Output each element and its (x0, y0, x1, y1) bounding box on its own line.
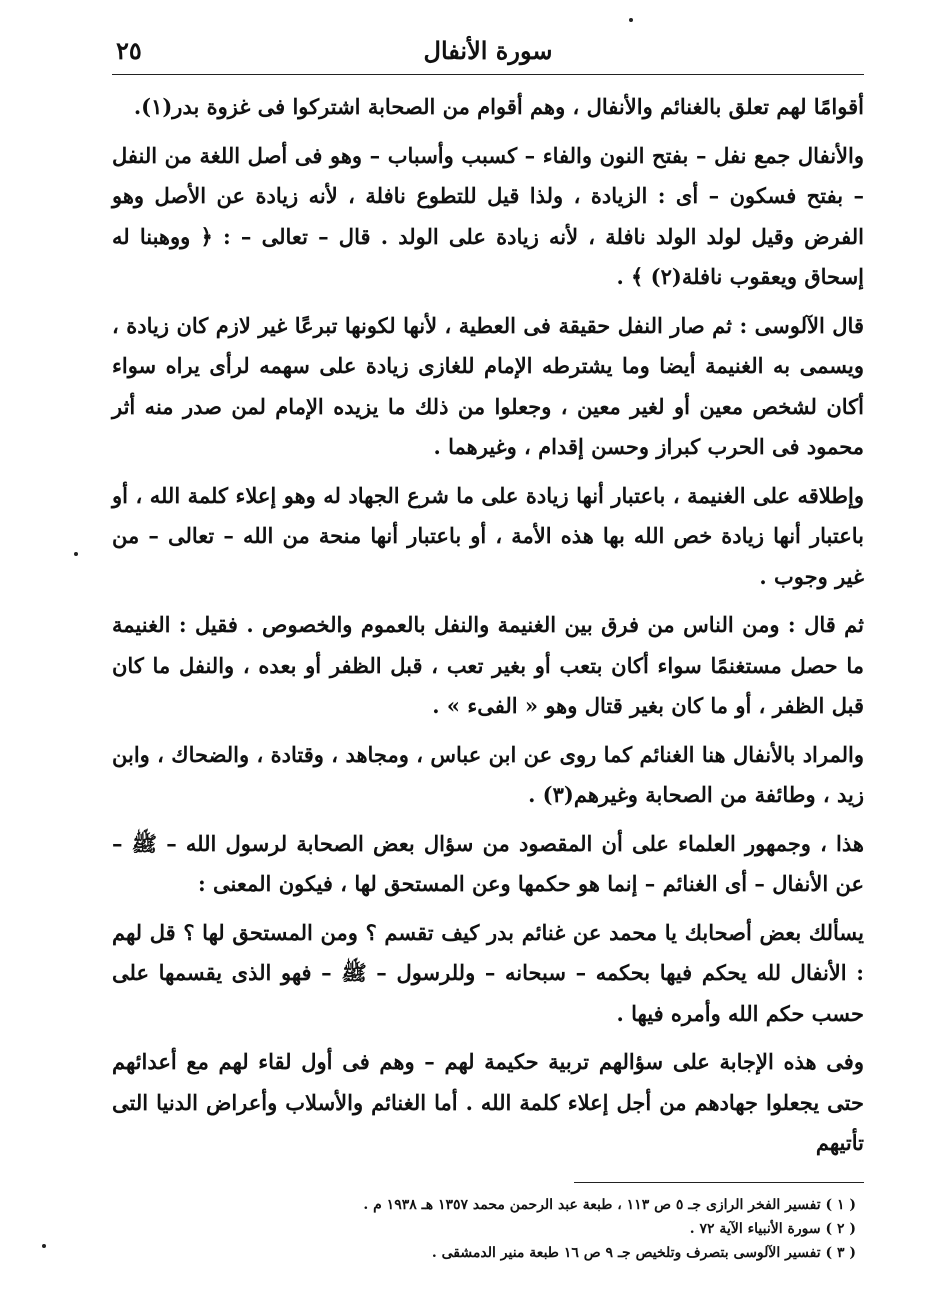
page-speck (74, 552, 78, 556)
footnote: ( ١ ) تفسير الفخر الرازى جـ ٥ ص ١١٣ ، طبعة عبد الرحمن محمد ١٣٥٧ هـ ١٩٣٨ م . (363, 1196, 856, 1213)
footnote: ( ٢ ) سورة الأنبياء الآية ٧٢ . (689, 1220, 856, 1237)
page-speck (629, 18, 633, 22)
paragraph: والأنفال جمع نفل – بفتح النون والفاء – كسبب وأسباب – وهو فى أصل اللغة من النفل – بفتح فسكون – أى : الزيادة ، ولذا قيل للتطوع نافلة ، لأنه زيادة عن الأصل وهو الفرض وقيل لولد الولد نافلة ، لأنه زيادة على الولد . قال – تعالى – : ﴿ ووهبنا له إسحاق ويعقوب نافلة(٢) ﴾ . (112, 142, 864, 289)
page-title: سورة الأنفال (423, 36, 553, 65)
page-body (112, 87, 864, 1164)
paragraph: ثم قال : ومن الناس من فرق بين الغنيمة والنفل بالعموم والخصوص . فقيل : الغنيمة ما حصل مستغنمًا سواء أكان بتعب أو بغير تعب ، قبل الظفر أو بعده ، والنفل ما كان قبل الظفر ، أو ما كان بغير قتال وهو « الفىء » . (112, 612, 864, 718)
paragraph: قال الآلوسى : ثم صار النفل حقيقة فى العطية ، لأنها لكونها تبرعًا غير لازم كان زيادة ، ويسمى به الغنيمة أيضا وما يشترطه الإمام للغازى زيادة على سهمه لرأى يراه سواء أكان لشخص معين أو لغير معين ، وجعلوا من ذلك ما يزيده الإمام لمن صدر منه أثر محمود فى الحرب كبراز وحسن إقدام ، وغيرهما . (112, 312, 864, 459)
paragraph: وفى هذه الإجابة على سؤالهم تربية حكيمة لهم – وهم فى أول لقاء لهم مع أعدائهم حتى يجعلوا جهادهم من أجل إعلاء كلمة الله . أما الغنائم والأسلاب وأعراض الدنيا التى تأتيهم (112, 1049, 864, 1155)
page-header (112, 30, 864, 75)
paragraph: يسألك بعض أصحابك يا محمد عن غنائم بدر كيف تقسم ؟ ومن المستحق لها ؟ قل لهم : الأنفال لله يحكم فيها بحكمه – سبحانه – وللرسول – ﷺ – فهو الذى يقسمها على حسب حكم الله وأمره فيها . (112, 919, 864, 1026)
paragraph: وإطلاقه على الغنيمة ، باعتبار أنها زيادة على ما شرع الجهاد له وهو إعلاء كلمة الله ، أو باعتبار أنها زيادة خص الله بها هذه الأمة ، أو باعتبار أنها منحة من الله – تعالى – من غير وجوب . (112, 482, 864, 589)
page-number: ٢٥ (116, 36, 142, 65)
footnote-divider (574, 1182, 864, 1183)
footnote: ( ٣ ) تفسير الآلوسى بتصرف وتلخيص جـ ٩ ص ١٦ طبعة منير الدمشقى . (431, 1244, 856, 1261)
book-page (112, 30, 864, 1270)
paragraph: هذا ، وجمهور العلماء على أن المقصود من سؤال بعض الصحابة لرسول الله – ﷺ – عن الأنفال – أى الغنائم – إنما هو حكمها وعن المستحق لها ، فيكون المعنى : (112, 830, 864, 896)
footnotes (112, 1193, 864, 1265)
paragraph: والمراد بالأنفال هنا الغنائم كما روى عن ابن عباس ، ومجاهد ، وقتادة ، والضحاك ، وابن زيد ، وطائفة من الصحابة وغيرهم(٣) . (112, 741, 864, 807)
paragraph: أقوامًا لهم تعلق بالغنائم والأنفال ، وهم أقوام من الصحابة اشتركوا فى غزوة بدر(١). (133, 94, 864, 119)
page-speck (42, 1244, 46, 1248)
